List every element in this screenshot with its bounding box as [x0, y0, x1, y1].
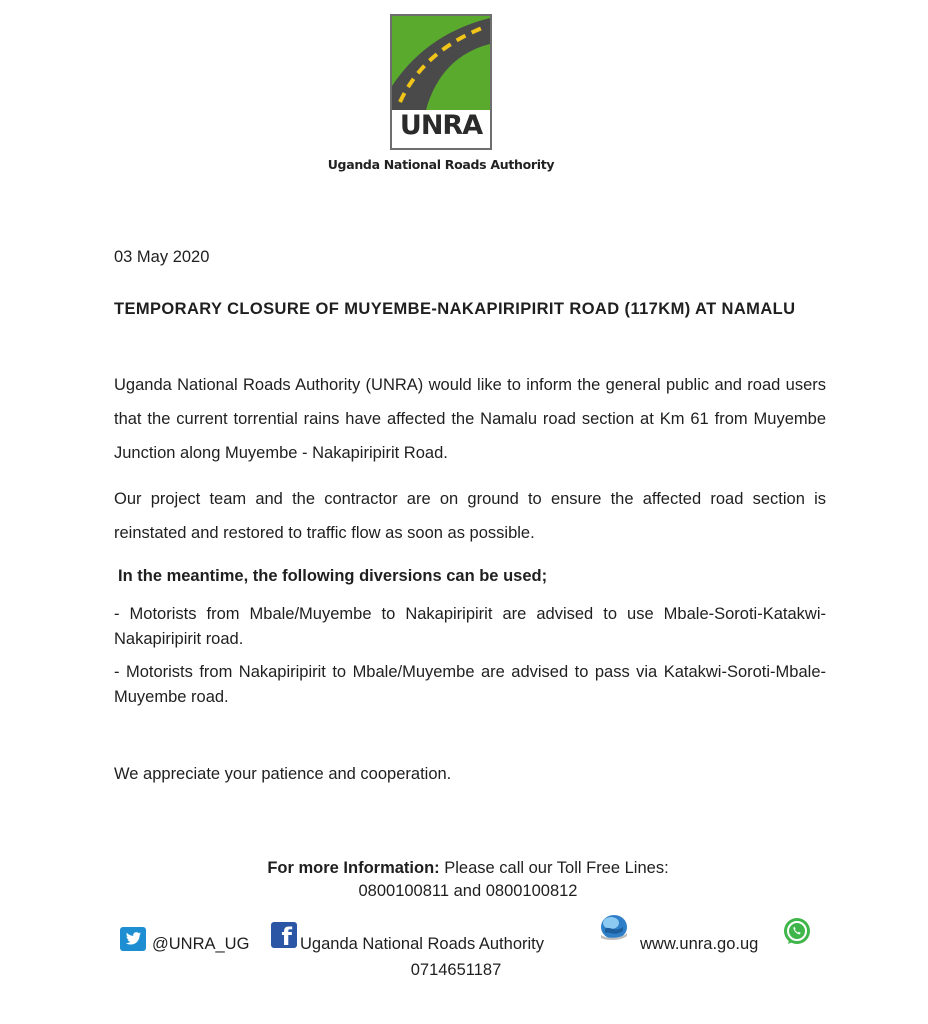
- organization-caption: Uganda National Roads Authority: [327, 157, 555, 172]
- notice-headline: TEMPORARY CLOSURE OF MUYEMBE-NAKAPIRIPIRIT ROAD (117KM) AT NAMALU: [114, 300, 796, 318]
- twitter-icon[interactable]: [120, 927, 146, 951]
- globe-icon[interactable]: [599, 913, 629, 941]
- whatsapp-number[interactable]: 0714651187: [410, 961, 502, 979]
- facebook-icon[interactable]: f: [271, 922, 297, 948]
- paragraph-road-affected: Uganda National Roads Authority (UNRA) would like to inform the general public and road users that the current torrential rains have affected the Namalu road section at Km 61 from Muyembe Junction along Muyembe - Nakapiripirit Road.: [114, 376, 826, 462]
- diversion-item: - Motorists from Nakapiripirit to Mbale/Muyembe are advised to pass via Katakwi-Soroti-Mbale-Muyembe road.: [114, 663, 826, 706]
- diversions-heading: In the meantime, the following diversions can be used;: [118, 567, 548, 585]
- contact-label: For more Information:: [267, 859, 440, 877]
- whatsapp-icon[interactable]: [782, 917, 812, 947]
- unra-logo: [390, 14, 492, 150]
- toll-free-numbers: 0800100811 and 0800100812: [358, 882, 578, 900]
- paragraph-restoration: Our project team and the contractor are on ground to ensure the affected road section is reinstated and restored to traffic flow as soon as possible.: [114, 490, 826, 542]
- twitter-handle[interactable]: @UNRA_UG: [152, 935, 250, 953]
- logo-text: UNRA: [399, 110, 483, 141]
- contact-text: Please call our Toll Free Lines:: [439, 859, 669, 877]
- contact-info: [200, 857, 736, 903]
- diversion-item: - Motorists from Mbale/Muyembe to Nakapiripirit are advised to use Mbale-Soroti-Katakwi-Nakapiripirit road.: [114, 605, 826, 648]
- road-emblem-icon: [392, 16, 490, 110]
- notice-date: 03 May 2020: [114, 248, 210, 266]
- website-link[interactable]: www.unra.go.ug: [640, 935, 759, 953]
- facebook-page-name[interactable]: Uganda National Roads Authority: [300, 935, 544, 953]
- closing-line: We appreciate your patience and cooperation.: [114, 765, 452, 783]
